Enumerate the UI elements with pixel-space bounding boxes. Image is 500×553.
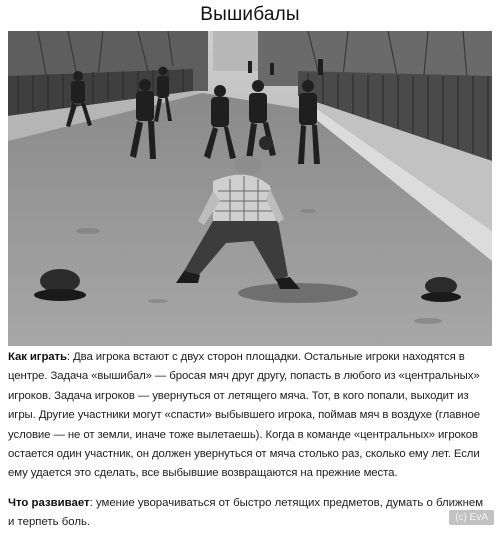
how-to-play-paragraph — [8, 348, 492, 484]
page-title: Вышибалы — [200, 4, 300, 25]
what-develops-paragraph — [8, 494, 492, 533]
how-to-play-label: Как играть — [8, 351, 67, 363]
watermark: (c) EvA — [449, 510, 494, 525]
article-text — [8, 348, 492, 533]
street-game-photo — [8, 31, 492, 346]
what-develops-text: : умение уворачиваться от быстро летящих предметов, думать о ближнем и терпеть боль. — [8, 496, 484, 529]
how-to-play-text: : Два игрока встают с двух сторон площадки. Остальные игроки находятся в центре. Задача «вышибал» — бросая мяч друг другу, попасть в любого из «центральных» игроков. Задача игроков — увернуться от летящего мяча. Тот, в кого попали, выходит из игры. Другие участники могут «спасти» выбывшего игрока, поймав мяч в воздухе (главное условие — не от земли, иначе тоже вылетаешь). Когда в команде «центральных» игроков остается один участник, он должен увернуться от мяча столько раз, сколько ему лет. Если ему удается это сделать, все выбывшие возвращаются на прежние места. — [8, 351, 480, 480]
what-develops-label: Что развивает — [8, 496, 90, 509]
